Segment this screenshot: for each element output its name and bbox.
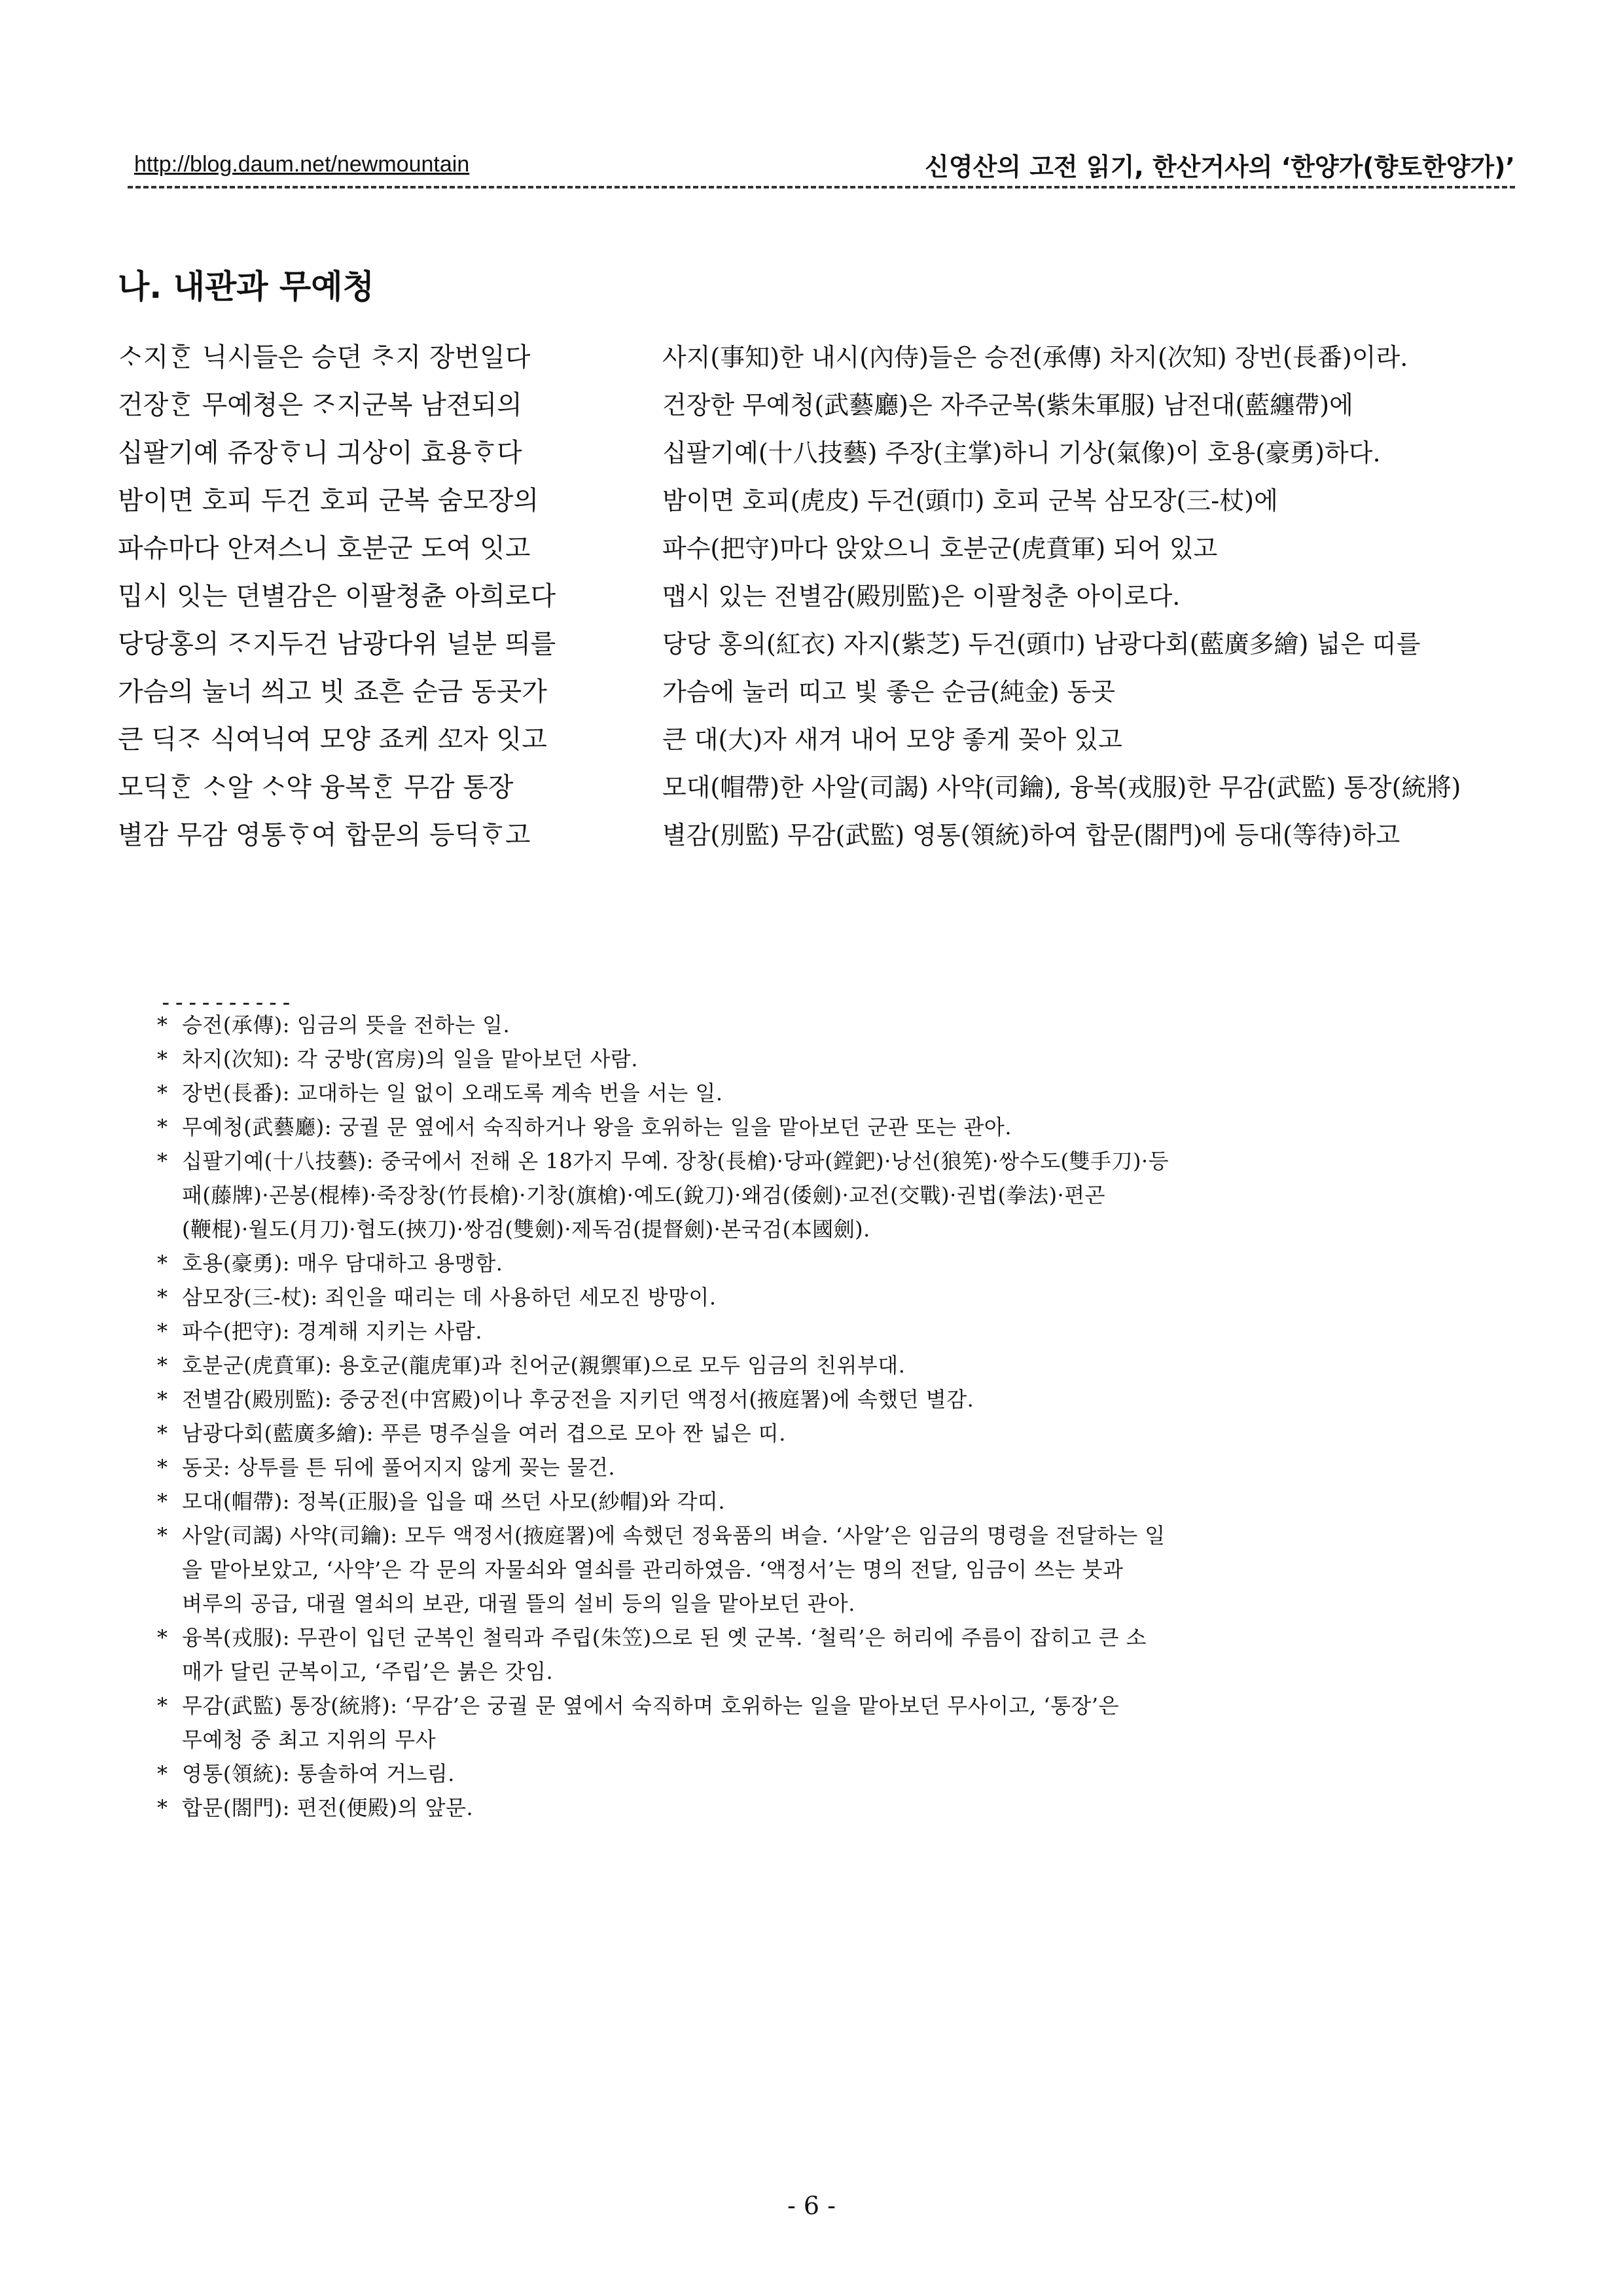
footnote-text: 승전(承傳): 임금의 뜻을 전하는 일. xyxy=(182,1013,510,1037)
footnote-text: 차지(次知): 각 궁방(宮房)의 일을 맡아보던 사람. xyxy=(182,1047,639,1071)
verse-modern-line: 사지(事知)한 내시(內侍)들은 승전(承傳) 차지(次知) 장번(長番)이라. xyxy=(662,343,1408,372)
footnote-text: 장번(長番): 교대하는 일 없이 오래도록 계속 번을 서는 일. xyxy=(182,1081,723,1105)
verse-modern-line: 건장한 무예청(武藝廳)은 자주군복(紫朱軍服) 남전대(藍纏帶)에 xyxy=(662,391,1353,420)
footnote-text: 파수(把守): 경계해 지키는 사람. xyxy=(182,1319,483,1344)
verse-modern-line: 별감(別監) 무감(武監) 영통(領統)하여 합문(閤門)에 등대(等待)하고 xyxy=(662,821,1400,850)
footnote-marker: * xyxy=(157,1761,168,1786)
footnote-marker: * xyxy=(157,1115,168,1139)
verse-original-column xyxy=(118,334,641,859)
footnote-text: 사알(司謁) 사약(司鑰): 모두 액정서(掖庭署)에 속했던 정육품의 벼슬. ‘사알’은 임금의 명령을 전달하는 일 xyxy=(182,1523,1166,1548)
footnote-item xyxy=(156,1144,1514,1246)
footnote-text: 벼루의 공급, 대궐 열쇠의 보관, 대궐 뜰의 설비 등의 일을 맡아보던 관아. xyxy=(182,1591,855,1616)
footnote-marker: * xyxy=(157,1353,168,1378)
verse-original-line: 별감 무감 영통ᄒᆞ여 합문의 등딕ᄒᆞ고 xyxy=(118,820,531,850)
footnote-list xyxy=(156,1008,1514,1825)
footnote-marker: * xyxy=(157,1693,168,1718)
footnote-marker: * xyxy=(157,1795,168,1820)
verse-original-line: 밉시 잇는 뎐별감은 이팔쳥츈 아희로다 xyxy=(118,581,556,611)
verse-modern-line: 밤이면 호피(虎皮) 두건(頭巾) 호피 군복 삼모장(三-杖)에 xyxy=(662,486,1278,515)
footnote-marker: * xyxy=(157,1319,168,1344)
verse-original-line: 건장ᄒᆞᆫ 무예쳥은 ᄌᆞ지군복 남젼되의 xyxy=(118,390,522,420)
footnote-text: 동곳: 상투를 튼 뒤에 풀어지지 않게 꽂는 물건. xyxy=(182,1455,616,1480)
header-divider xyxy=(128,186,1515,188)
footnote-marker: * xyxy=(157,1523,168,1548)
footnote-text: 모대(帽帶): 정복(正服)을 입을 때 쓰던 사모(紗帽)와 각띠. xyxy=(182,1489,726,1514)
footnote-item xyxy=(156,1689,1514,1757)
footnote-item xyxy=(156,1621,1514,1689)
footnote-marker: * xyxy=(157,1455,168,1480)
verse-original-line: 모딕ᄒᆞᆫ ᄉᆞ알 ᄉᆞ약 융복ᄒᆞᆫ 무감 통장 xyxy=(118,772,514,802)
footnote-text: 영통(領統): 통솔하여 거느림. xyxy=(182,1761,455,1786)
footnote-text: 호분군(虎賁軍): 용호군(龍虎軍)과 친어군(親禦軍)으로 모두 임금의 친위부대. xyxy=(182,1353,906,1378)
verse-original-line: ᄉᆞ지ᄒᆞᆫ 닉시들은 승뎐 ᄎᆞ지 장번일다 xyxy=(118,342,531,372)
footnote-item xyxy=(156,1484,1514,1518)
footnote-item xyxy=(156,1280,1514,1314)
verse-modern-line: 파수(把守)마다 앉았으니 호분군(虎賁軍) 되어 있고 xyxy=(662,534,1218,563)
footnote-text: 남광다회(藍廣多繪): 푸른 명주실을 여러 겹으로 모아 짠 넓은 띠. xyxy=(182,1421,786,1446)
footnote-marker: * xyxy=(157,1489,168,1514)
footnote-text: 전별감(殿別監): 중궁전(中宮殿)이나 후궁전을 지키던 액정서(掖庭署)에 속했던 별감. xyxy=(182,1387,974,1412)
verse-original-line: 파슈마다 안져스니 호분군 도여 잇고 xyxy=(118,533,531,564)
verse-original-line: 밤이면 호피 두건 호피 군복 숨모장의 xyxy=(118,486,539,516)
footnote-item xyxy=(156,1518,1514,1621)
header-url-link[interactable]: http://blog.daum.net/newmountain xyxy=(134,152,470,177)
footnote-marker: * xyxy=(157,1251,168,1276)
verse-modern-line: 맵시 있는 전별감(殿別監)은 이팔청춘 아이로다. xyxy=(662,582,1181,611)
header-title: 신영산의 고전 읽기, 한산거사의 ‘한양가(향토한양가)’ xyxy=(925,152,1515,181)
footnote-text: 십팔기예(十八技藝): 중국에서 전해 온 18가지 무예. 장창(長槍)·당파(鏜鈀)·낭선(狼筅)·쌍수도(雙手刀)·등 xyxy=(182,1149,1169,1174)
footnote-item xyxy=(156,1382,1514,1416)
verse-modern-line: 큰 대(大)자 새겨 내어 모양 좋게 꽂아 있고 xyxy=(662,725,1122,754)
verse-modern-line: 가슴에 눌러 띠고 빛 좋은 순금(純金) 동곳 xyxy=(662,677,1116,706)
footnote-separator: ---------- xyxy=(159,990,293,1016)
footnote-marker: * xyxy=(157,1625,168,1650)
footnote-text: (鞭棍)·월도(月刀)·협도(挾刀)·쌍검(雙劍)·제독검(提督劍)·본국검(本國劍). xyxy=(182,1217,870,1242)
footnote-marker: * xyxy=(157,1285,168,1310)
footnote-item xyxy=(156,1076,1514,1110)
footnote-marker: * xyxy=(157,1387,168,1412)
footnote-text: 패(藤牌)·곤봉(棍棒)·죽장창(竹長槍)·기창(旗槍)·예도(銳刀)·왜검(倭劍)·교전(交戰)·권법(拳法)·편곤 xyxy=(182,1183,1106,1208)
verse-modern-line: 모대(帽帶)한 사알(司謁) 사약(司鑰), 융복(戎服)한 무감(武監) 통장(統將) xyxy=(662,773,1461,802)
verse-original-line: 가슴의 눌너 씌고 빗 죠흔 순금 동곳가 xyxy=(118,677,547,707)
footnote-text: 매가 달린 군복이고, ‘주립’은 붉은 갓임. xyxy=(182,1659,554,1684)
verse-modern-line: 당당 홍의(紅衣) 자지(紫芝) 두건(頭巾) 남광다회(藍廣多繪) 넓은 띠를 xyxy=(662,630,1421,658)
footnote-item xyxy=(156,1246,1514,1280)
footnote-item xyxy=(156,1042,1514,1076)
footnote-marker: * xyxy=(157,1081,168,1105)
footnote-item xyxy=(156,1757,1514,1791)
footnote-text: 호용(豪勇): 매우 담대하고 용맹함. xyxy=(182,1251,503,1276)
verse-modern-line: 십팔기예(十八技藝) 주장(主掌)하니 기상(氣像)이 호용(豪勇)하다. xyxy=(662,439,1381,467)
footnote-item xyxy=(156,1110,1514,1144)
verse-original-line: 십팔기예 쥬장ᄒᆞ니 긔상이 효용ᄒᆞ다 xyxy=(118,438,522,468)
verse-original-line: 당당홍의 ᄌᆞ지두건 남광다위 널분 띄를 xyxy=(118,629,556,659)
footnote-item xyxy=(156,1416,1514,1450)
footnote-text: 을 맡아보았고, ‘사약’은 각 문의 자물쇠와 열쇠를 관리하였음. ‘액정서’는 명의 전달, 임금이 쓰는 붓과 xyxy=(182,1557,1124,1582)
footnote-item xyxy=(156,1008,1514,1042)
footnote-marker: * xyxy=(157,1047,168,1071)
page-number: - 6 - xyxy=(787,2191,836,2220)
section-title: 나. 내관과 무예청 xyxy=(118,268,374,306)
verse-original-line: 큰 딕ᄌᆞ 식여닉여 모양 죠케 ᄭᅩ자 잇고 xyxy=(118,725,547,755)
verse-modern-column xyxy=(662,334,1520,859)
footnote-marker: * xyxy=(157,1421,168,1446)
footnote-text: 무예청 중 최고 지위의 무사 xyxy=(182,1727,437,1752)
footnote-item xyxy=(156,1314,1514,1348)
footnote-item xyxy=(156,1450,1514,1484)
footnote-item xyxy=(156,1791,1514,1825)
footnote-text: 합문(閤門): 편전(便殿)의 앞문. xyxy=(182,1795,474,1820)
footnote-text: 삼모장(三-杖): 죄인을 때리는 데 사용하던 세모진 방망이. xyxy=(182,1285,717,1310)
footnote-marker: * xyxy=(157,1149,168,1174)
footnote-text: 무예청(武藝廳): 궁궐 문 옆에서 숙직하거나 왕을 호위하는 일을 맡아보던 군관 또는 관아. xyxy=(182,1115,1012,1139)
footnote-text: 융복(戎服): 무관이 입던 군복인 철릭과 주립(朱笠)으로 된 옛 군복. ‘철릭’은 허리에 주름이 잡히고 큰 소 xyxy=(182,1625,1147,1650)
footnote-text: 무감(武監) 통장(統將): ‘무감’은 궁궐 문 옆에서 숙직하며 호위하는 일을 맡아보던 무사이고, ‘통장’은 xyxy=(182,1693,1119,1718)
footnote-item xyxy=(156,1348,1514,1382)
footnote-marker: * xyxy=(157,1013,168,1037)
